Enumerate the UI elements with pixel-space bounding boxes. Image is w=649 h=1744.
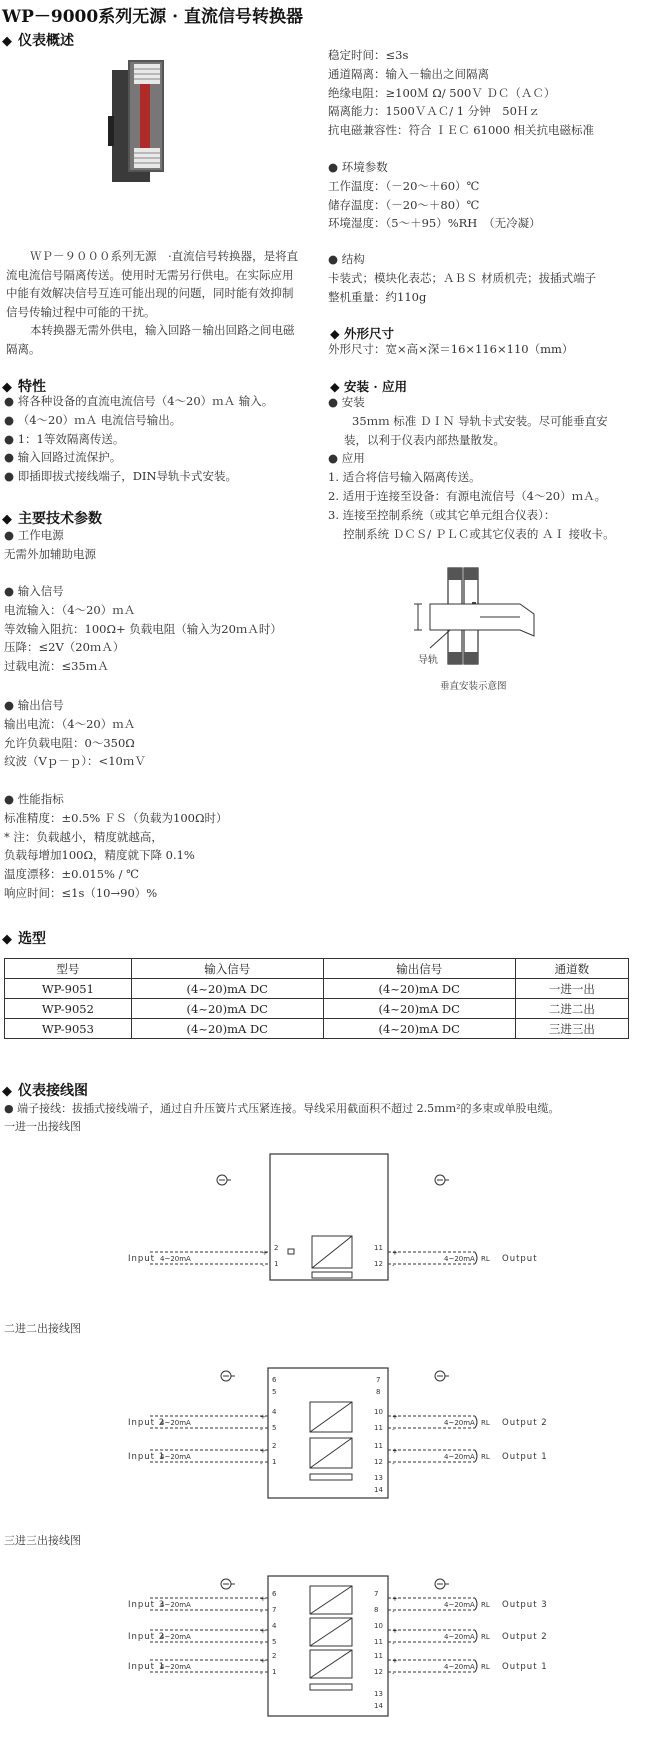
wiring-heading: ◆ 仪表接线图 [2,1083,88,1099]
fuse [288,1249,294,1254]
terminal: 2 [272,1652,277,1660]
feature-item: ● 将各种设备的直流电流信号（4～20）ｍＡ 输入。 [4,394,274,408]
terminal: 2 [272,1442,277,1450]
minus-sign: - [260,1670,263,1678]
install: ● 安装 35ｍｍ 标准 ＤＩＮ 导轨卡式安装。尽可能垂直安 装，以利于仪表内部热量散发。 ● 应用 1. 适合将信号输入隔离传送。 2. 适用于连接至设备：有源电流信号（4～20）ｍＡ。 3. 连接至控制系统（或其它单元组合仪表）： 控制系统 ＤＣＳ/ ＰＬＣ或其它仪表的 ＡＩ 接收卡。 [328,395,615,541]
signal-label: 4~20mA [160,1453,191,1461]
terminal: 7 [376,1376,381,1384]
output-label: Output 2 [502,1418,548,1428]
load-symbol [475,1630,477,1642]
terminal: 5 [272,1388,277,1396]
terminal: 5 [272,1638,277,1646]
minus-sign: - [392,1426,395,1434]
wiring-diagrams [0,1140,649,1744]
output-label: Output 2 [502,1632,548,1642]
terminal: 11 [374,1424,383,1432]
load-label: RL [481,1453,490,1461]
terminal: 11 [374,1442,383,1450]
signal-label: 4~20mA [444,1419,475,1427]
table-row: WP-9053 (4~20)mA DC (4~20)mA DC 三进三出 [5,1019,629,1039]
input-label: Input 2 [128,1418,166,1428]
signal-label: 4~20mA [160,1633,191,1641]
load-label: RL [481,1601,490,1609]
wiring-note: ● 端子接线：拔插式接线端子，通过自升压簧片式压紧连接。导线采用截面积不超过 2.5ｍｍ²的多束或单股电缆。 [4,1102,560,1115]
terminal: 1 [272,1458,277,1466]
structure: ● 结构 卡装式；模块化表芯；ＡＢＳ 材质机壳；拔插式端子 整机重量：约110g [328,252,597,304]
load-label: RL [481,1633,490,1641]
wiring-diagram-3 [128,1576,548,1716]
terminal: 8 [374,1606,379,1614]
plus-sign: + [392,1595,398,1603]
features-list [4,392,273,486]
table-header-row: 型号 输入信号 输出信号 通道数 [5,959,629,979]
terminal: 13 [374,1474,383,1482]
minus-sign: - [392,1670,395,1678]
spec-output: ● 输出信号 输出电流：（4～20）ｍＡ 允许负载电阻：0～350Ω 纹波（Vｐ－ｐ）：<10ｍＶ [4,698,146,769]
specs-heading: ◆ 主要技术参数 [2,511,102,527]
signal-label: 4~20mA [160,1663,191,1671]
load-symbol [475,1416,477,1428]
terminal: 10 [374,1408,383,1416]
signal-label: 4~20mA [444,1453,475,1461]
terminal: 2 [274,1244,279,1252]
terminal: 7 [374,1590,379,1598]
page-title: WP－9000系列无源 · 直流信号转换器 [2,7,303,27]
minus-sign: - [392,1262,395,1270]
load-label: RL [481,1419,490,1427]
plus-sign: + [260,1627,266,1635]
signal-label: 4~20mA [160,1255,191,1263]
load-label: RL [481,1663,490,1671]
signal-label: 4~20mA [444,1663,475,1671]
minus-sign: - [260,1608,263,1616]
terminal: 11 [374,1638,383,1646]
wiring-diagram-1 [128,1154,538,1280]
terminal: 14 [374,1486,383,1494]
terminal: 7 [272,1606,277,1614]
signal-label: 4~20mA [160,1601,191,1609]
input-label: Input 1 [128,1662,166,1672]
plus-sign: + [392,1627,398,1635]
plus-sign: + [262,1249,268,1257]
terminal: 12 [374,1458,383,1466]
overview-paragraph-2: 本转换器无需外供电，输入回路－输出回路之间电磁隔离。 [6,323,295,356]
terminal: 11 [374,1652,383,1660]
input-label: Input 2 [128,1632,166,1642]
indicator [310,1684,352,1690]
output-label: Output [502,1254,538,1264]
minus-sign: - [260,1640,263,1648]
spec-power: ● 工作电源 无需外加辅助电源 [4,528,96,561]
feature-item: ● 1：1等效隔离传送。 [4,431,125,446]
terminal: 4 [272,1408,277,1416]
load-symbol [475,1660,477,1672]
overview-paragraph-1: ＷＰ－９０００系列无源 ·直流信号转换器，是将直流电流信号隔离传送。使用时无需另行供电。在实际应用中能有效解决信号互连可能出现的问题，同时能有效抑制信号传输过程中可能的干扰。 [6,249,299,319]
feature-item: ● 即插即拔式接线端子，DIN导轨卡式安装。 [4,469,238,484]
input-label: Input [128,1254,156,1264]
spec-performance: ● 性能指标 标准精度：±0.5% ＦＳ（负载为100Ω时） * 注：负载越小，精度就越高， 负载每增加100Ω，精度就下降 0.1% 温度漂移：±0.015% / ℃ 响应时间：≤1s（10→90）% [4,792,228,900]
overview-heading: ◆ 仪表概述 [2,33,74,49]
terminal: 8 [376,1388,381,1396]
mount-caption: 垂直安装示意图 [440,681,507,692]
minus-sign: - [260,1426,263,1434]
terminal: 5 [272,1424,277,1432]
spec-input: ● 输入信号 电流输入：（4～20）ｍＡ 等效输入阻抗：100Ω+ 负载电阻（输入为20ｍＡ时） 压降：≤2V（20ｍＡ） 过载电流：≤35ｍＡ [4,584,282,674]
environment-params: ● 环境参数 工作温度：（－20～＋60）℃ 储存温度：（－20～＋80）℃ 环境湿度：（5～＋95）%RH （无冷凝） [328,160,541,231]
plus-sign: + [392,1447,398,1455]
table-row: WP-9052 (4~20)mA DC (4~20)mA DC 二进二出 [5,999,629,1019]
terminal: 12 [374,1668,383,1676]
plus-sign: + [260,1447,266,1455]
signal-label: 4~20mA [444,1255,475,1263]
feature-item: ● 输入回路过流保护。 [4,450,122,465]
plus-sign: + [260,1595,266,1603]
diagram-1-title: 一进一出接线图 [4,1120,81,1133]
terminal: 11 [374,1244,383,1252]
input-label: Input 1 [128,1452,166,1462]
minus-sign: - [260,1460,263,1468]
plus-sign: + [392,1249,398,1257]
load-label: RL [481,1255,490,1263]
load-symbol [475,1252,477,1264]
terminal: 1 [274,1260,279,1268]
signal-label: 4~20mA [444,1633,475,1641]
table-row: WP-9051 (4~20)mA DC (4~20)mA DC 一进一出 [5,979,629,999]
terminal: 13 [374,1690,383,1698]
plus-sign: + [260,1657,266,1665]
diagram-3-title: 三进三出接线图 [4,1534,81,1547]
signal-label: 4~20mA [160,1419,191,1427]
rail-label: 导轨 [418,655,438,666]
plus-sign: + [392,1413,398,1421]
terminal: 14 [374,1702,383,1710]
plus-sign: + [260,1413,266,1421]
install-heading: ◆ 安装 · 应用 [330,379,408,394]
selection-table [4,958,629,1039]
minus-sign: - [392,1460,395,1468]
minus-sign: - [392,1608,395,1616]
right-specs: 稳定时间：≤3s 通道隔离：输入－输出之间隔离 绝缘电阻：≥100Ｍ Ω/ 500Ｖ ＤＣ（ＡＣ） 隔离能力：1500ＶＡＣ/ 1 分钟 50Ｈｚ 抗电磁兼容性：符合 ＩＥＣ 61000 相关抗电磁标准 [328,48,595,138]
dimensions-heading: ◆ 外形尺寸 [330,326,394,341]
indicator [312,1272,352,1278]
product-image [108,56,170,186]
terminal: 12 [374,1260,383,1268]
terminal: 4 [272,1622,277,1630]
output-label: Output 1 [502,1452,548,1462]
selection-heading: ◆ 选型 [2,931,46,947]
wiring-diagram-2 [128,1368,548,1498]
features-heading: ◆ 特性 [2,379,46,395]
indicator [310,1474,352,1480]
minus-sign: - [392,1640,395,1648]
terminal: 6 [272,1376,277,1384]
signal-label: 4~20mA [444,1601,475,1609]
terminal: 1 [272,1668,277,1676]
terminal: 6 [272,1590,277,1598]
diagram-2-title: 二进二出接线图 [4,1322,81,1335]
plus-sign: + [392,1657,398,1665]
load-symbol [475,1450,477,1462]
minus-sign: - [262,1262,265,1270]
input-label: Input 3 [128,1600,166,1610]
output-label: Output 1 [502,1662,548,1672]
dimensions: 外形尺寸：宽×高×深＝16×116×110（mm） [328,342,574,356]
output-label: Output 3 [502,1600,548,1610]
terminal: 10 [374,1622,383,1630]
feature-item: ● （4～20）ｍＡ 电流信号输出。 [4,412,182,427]
load-symbol [475,1598,477,1610]
